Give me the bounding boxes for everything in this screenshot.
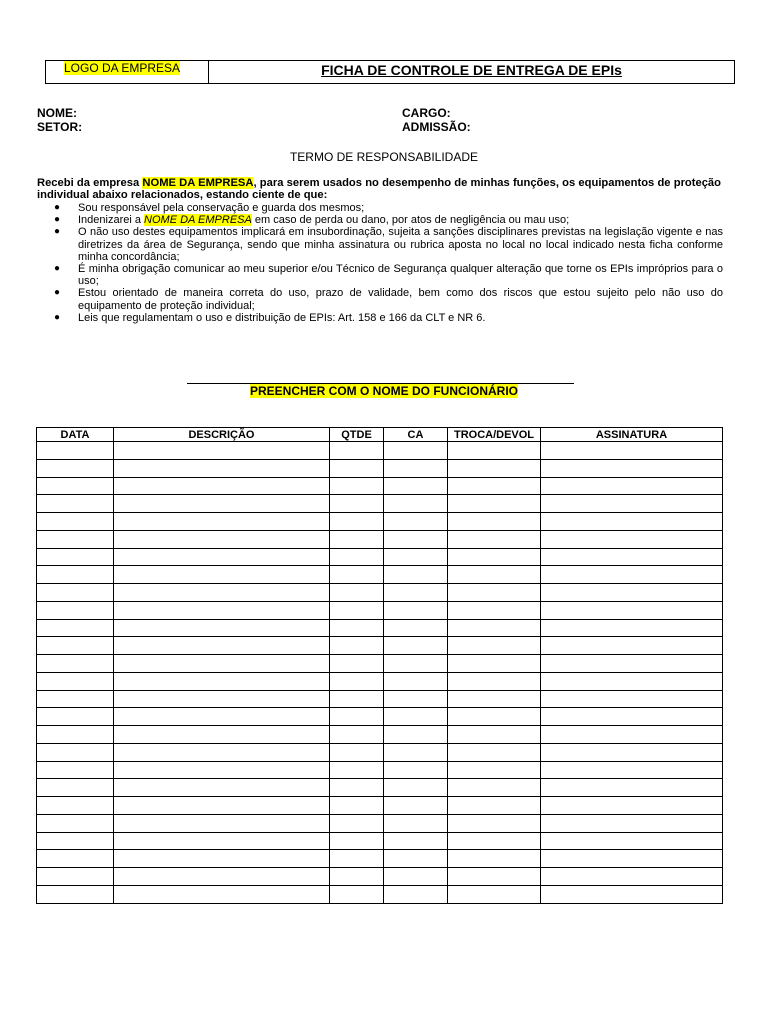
- cell-assinatura[interactable]: [541, 868, 723, 886]
- cell-data[interactable]: [37, 797, 114, 815]
- cell-assinatura[interactable]: [541, 548, 723, 566]
- clause-item: ● Indenizarei a NOME DA EMPRESA em caso de perda ou dano, por atos de negligência ou mau uso;: [54, 214, 570, 227]
- cell-ca[interactable]: [384, 530, 448, 548]
- intro-company-name: NOME DA EMPRESA: [142, 177, 254, 189]
- cell-assinatura[interactable]: [541, 459, 723, 477]
- intro-prefix: Recebi da empresa: [37, 177, 143, 189]
- cell-data[interactable]: [37, 672, 114, 690]
- cell-troca-devol[interactable]: [448, 655, 541, 673]
- cell-data[interactable]: [37, 779, 114, 797]
- col-header-troca-devol: TROCA/DEVOL: [448, 428, 541, 442]
- cell-data[interactable]: [37, 548, 114, 566]
- cell-qtde[interactable]: [330, 708, 384, 726]
- cell-troca-devol[interactable]: [448, 779, 541, 797]
- cell-descricao[interactable]: [114, 726, 330, 744]
- cell-ca[interactable]: [384, 779, 448, 797]
- cell-ca[interactable]: [384, 619, 448, 637]
- cell-descricao[interactable]: [114, 708, 330, 726]
- cell-troca-devol[interactable]: [448, 459, 541, 477]
- table-row: [37, 832, 723, 850]
- cell-data[interactable]: [37, 690, 114, 708]
- table-row: [37, 814, 723, 832]
- table-row: [37, 690, 723, 708]
- cell-qtde[interactable]: [330, 672, 384, 690]
- col-header-data: DATA: [37, 428, 114, 442]
- cell-troca-devol[interactable]: [448, 885, 541, 903]
- table-row: [37, 672, 723, 690]
- cell-ca[interactable]: [384, 850, 448, 868]
- cell-data[interactable]: [37, 477, 114, 495]
- cell-ca[interactable]: [384, 637, 448, 655]
- cell-assinatura[interactable]: [541, 495, 723, 513]
- table-row: [37, 513, 723, 531]
- cell-assinatura[interactable]: [541, 814, 723, 832]
- cell-descricao[interactable]: [114, 743, 330, 761]
- cell-assinatura[interactable]: [541, 655, 723, 673]
- cell-troca-devol[interactable]: [448, 672, 541, 690]
- clause-item: ● Estou orientado de maneira correta do uso, prazo de validade, bem como dos riscos que estou sujeito pelo não uso do equipamento de proteção individual;: [54, 287, 723, 312]
- cell-descricao[interactable]: [114, 672, 330, 690]
- cell-qtde[interactable]: [330, 530, 384, 548]
- table-row: [37, 726, 723, 744]
- cell-troca-devol[interactable]: [448, 797, 541, 815]
- cell-qtde[interactable]: [330, 513, 384, 531]
- intro-suffix: , para serem usados no desempenho de minhas funções, os equipamentos de proteção individual abaixo relacionados, estando ciente de que:: [37, 177, 721, 201]
- table-row: [37, 459, 723, 477]
- cell-ca[interactable]: [384, 477, 448, 495]
- table-row: [37, 868, 723, 886]
- cell-data[interactable]: [37, 885, 114, 903]
- cell-troca-devol[interactable]: [448, 513, 541, 531]
- table-row: [37, 779, 723, 797]
- cell-data[interactable]: [37, 708, 114, 726]
- cell-troca-devol[interactable]: [448, 477, 541, 495]
- table-row: [37, 655, 723, 673]
- cell-troca-devol[interactable]: [448, 761, 541, 779]
- cell-ca[interactable]: [384, 797, 448, 815]
- cell-data[interactable]: [37, 601, 114, 619]
- cell-descricao[interactable]: [114, 459, 330, 477]
- cell-qtde[interactable]: [330, 797, 384, 815]
- table-row: [37, 566, 723, 584]
- cell-qtde[interactable]: [330, 584, 384, 602]
- cell-descricao[interactable]: [114, 779, 330, 797]
- cell-descricao[interactable]: [114, 495, 330, 513]
- bullet-icon: ●: [54, 214, 61, 226]
- cell-data[interactable]: [37, 850, 114, 868]
- cell-qtde[interactable]: [330, 477, 384, 495]
- cell-qtde[interactable]: [330, 743, 384, 761]
- col-header-assinatura: ASSINATURA: [541, 428, 723, 442]
- cell-qtde[interactable]: [330, 868, 384, 886]
- cell-qtde[interactable]: [330, 761, 384, 779]
- cell-data[interactable]: [37, 619, 114, 637]
- cell-troca-devol[interactable]: [448, 530, 541, 548]
- cell-data[interactable]: [37, 566, 114, 584]
- cell-ca[interactable]: [384, 459, 448, 477]
- cell-data[interactable]: [37, 832, 114, 850]
- cell-ca[interactable]: [384, 442, 448, 460]
- cell-qtde[interactable]: [330, 690, 384, 708]
- cell-troca-devol[interactable]: [448, 495, 541, 513]
- cell-data[interactable]: [37, 814, 114, 832]
- cell-ca[interactable]: [384, 743, 448, 761]
- cell-assinatura[interactable]: [541, 672, 723, 690]
- cell-troca-devol[interactable]: [448, 442, 541, 460]
- cell-ca[interactable]: [384, 566, 448, 584]
- cell-troca-devol[interactable]: [448, 548, 541, 566]
- cell-descricao[interactable]: [114, 513, 330, 531]
- table-header-row: [37, 428, 723, 442]
- cell-data[interactable]: [37, 442, 114, 460]
- cell-descricao[interactable]: [114, 850, 330, 868]
- table-row: [37, 601, 723, 619]
- cell-data[interactable]: [37, 868, 114, 886]
- cell-data[interactable]: [37, 637, 114, 655]
- cell-assinatura[interactable]: [541, 442, 723, 460]
- cell-troca-devol[interactable]: [448, 584, 541, 602]
- cell-descricao[interactable]: [114, 601, 330, 619]
- cell-qtde[interactable]: [330, 619, 384, 637]
- clause-company-name: NOME DA EMPRESA: [144, 214, 252, 227]
- cell-assinatura[interactable]: [541, 530, 723, 548]
- table-row: [37, 761, 723, 779]
- table-row: [37, 548, 723, 566]
- table-row: [37, 530, 723, 548]
- cell-ca[interactable]: [384, 513, 448, 531]
- cell-ca[interactable]: [384, 601, 448, 619]
- term-title: TERMO DE RESPONSABILIDADE: [289, 150, 479, 164]
- table-row: [37, 797, 723, 815]
- cell-qtde[interactable]: [330, 459, 384, 477]
- table-row: [37, 584, 723, 602]
- col-header-descricao: DESCRIÇÃO: [114, 428, 330, 442]
- cell-qtde[interactable]: [330, 885, 384, 903]
- cell-assinatura[interactable]: [541, 885, 723, 903]
- cell-ca[interactable]: [384, 655, 448, 673]
- cell-assinatura[interactable]: [541, 726, 723, 744]
- cell-data[interactable]: [37, 726, 114, 744]
- cell-data[interactable]: [37, 761, 114, 779]
- bullet-icon: ●: [54, 311, 61, 323]
- cell-troca-devol[interactable]: [448, 690, 541, 708]
- table-row: [37, 442, 723, 460]
- cell-troca-devol[interactable]: [448, 637, 541, 655]
- cell-troca-devol[interactable]: [448, 850, 541, 868]
- cell-ca[interactable]: [384, 672, 448, 690]
- clause-item: ● É minha obrigação comunicar ao meu superior e/ou Técnico de Segurança qualquer alteração que torne os EPIs impróprios para o uso;: [54, 263, 723, 288]
- cell-data[interactable]: [37, 584, 114, 602]
- cell-troca-devol[interactable]: [448, 743, 541, 761]
- employee-name-label: PREENCHER COM O NOME DO FUNCIONÁRIO: [249, 384, 518, 398]
- table-row: [37, 477, 723, 495]
- header-box: [45, 60, 735, 84]
- cell-qtde[interactable]: [330, 601, 384, 619]
- cell-troca-devol[interactable]: [448, 601, 541, 619]
- cell-qtde[interactable]: [330, 442, 384, 460]
- cell-assinatura[interactable]: [541, 584, 723, 602]
- cell-assinatura[interactable]: [541, 761, 723, 779]
- cell-assinatura[interactable]: [541, 637, 723, 655]
- cell-data[interactable]: [37, 743, 114, 761]
- nome-label: NOME:: [37, 106, 77, 120]
- cell-qtde[interactable]: [330, 495, 384, 513]
- cell-descricao[interactable]: [114, 548, 330, 566]
- table-row: [37, 495, 723, 513]
- cell-ca[interactable]: [384, 832, 448, 850]
- cell-ca[interactable]: [384, 495, 448, 513]
- cell-troca-devol[interactable]: [448, 868, 541, 886]
- cell-troca-devol[interactable]: [448, 566, 541, 584]
- cell-descricao[interactable]: [114, 655, 330, 673]
- cell-descricao[interactable]: [114, 637, 330, 655]
- table-row: [37, 637, 723, 655]
- cell-qtde[interactable]: [330, 850, 384, 868]
- cell-descricao[interactable]: [114, 477, 330, 495]
- cell-troca-devol[interactable]: [448, 708, 541, 726]
- cell-assinatura[interactable]: [541, 797, 723, 815]
- logo-placeholder: [46, 61, 209, 83]
- cell-ca[interactable]: [384, 885, 448, 903]
- cell-ca[interactable]: [384, 868, 448, 886]
- cell-assinatura[interactable]: [541, 477, 723, 495]
- table-body: [37, 442, 723, 904]
- cell-descricao[interactable]: [114, 814, 330, 832]
- cell-descricao[interactable]: [114, 584, 330, 602]
- cell-assinatura[interactable]: [541, 832, 723, 850]
- cell-assinatura[interactable]: [541, 601, 723, 619]
- cell-descricao[interactable]: [114, 566, 330, 584]
- col-header-qtde: QTDE: [330, 428, 384, 442]
- table-row: [37, 885, 723, 903]
- cell-assinatura[interactable]: [541, 743, 723, 761]
- bullet-icon: ●: [54, 202, 61, 213]
- epi-delivery-table: [36, 427, 723, 904]
- clause-list: [37, 202, 723, 324]
- cell-ca[interactable]: [384, 814, 448, 832]
- cell-qtde[interactable]: [330, 779, 384, 797]
- cell-qtde[interactable]: [330, 814, 384, 832]
- cell-troca-devol[interactable]: [448, 832, 541, 850]
- cell-ca[interactable]: [384, 584, 448, 602]
- cell-assinatura[interactable]: [541, 619, 723, 637]
- bullet-icon: ●: [54, 226, 61, 238]
- cell-troca-devol[interactable]: [448, 619, 541, 637]
- cell-assinatura[interactable]: [541, 850, 723, 868]
- cell-data[interactable]: [37, 530, 114, 548]
- cell-data[interactable]: [37, 459, 114, 477]
- cell-data[interactable]: [37, 513, 114, 531]
- table-row: [37, 850, 723, 868]
- col-header-ca: CA: [384, 428, 448, 442]
- cell-descricao[interactable]: [114, 690, 330, 708]
- table-row: [37, 743, 723, 761]
- setor-label: SETOR:: [37, 120, 83, 134]
- clause-item: ● Sou responsável pela conservação e guarda dos mesmos;: [54, 202, 365, 214]
- cell-assinatura[interactable]: [541, 779, 723, 797]
- cargo-label: CARGO:: [402, 106, 451, 120]
- cell-descricao[interactable]: [114, 832, 330, 850]
- clause-item: ● Leis que regulamentam o uso e distribuição de EPIs: Art. 158 e 166 da CLT e NR 6.: [54, 311, 486, 324]
- cell-data[interactable]: [37, 655, 114, 673]
- cell-descricao[interactable]: [114, 797, 330, 815]
- logo-placeholder-text: LOGO DA EMPRESA: [64, 61, 181, 75]
- cell-troca-devol[interactable]: [448, 814, 541, 832]
- cell-data[interactable]: [37, 495, 114, 513]
- clause-item: ● O não uso destes equipamentos implicará em insubordinação, sujeita a sanções disciplinares previstas na legislação vigente e nas diretrizes da área de Segurança, sendo que minha assinatura ou rubrica aposta no local no local indicado nesta ficha conforme minha concordância;: [54, 226, 723, 263]
- cell-qtde[interactable]: [330, 655, 384, 673]
- cell-assinatura[interactable]: [541, 690, 723, 708]
- cell-ca[interactable]: [384, 690, 448, 708]
- document-title: FICHA DE CONTROLE DE ENTREGA DE EPIs: [321, 62, 622, 78]
- cell-descricao[interactable]: [114, 868, 330, 886]
- cell-descricao[interactable]: [114, 530, 330, 548]
- cell-descricao[interactable]: [114, 885, 330, 903]
- cell-qtde[interactable]: [330, 548, 384, 566]
- cell-assinatura[interactable]: [541, 708, 723, 726]
- cell-descricao[interactable]: [114, 619, 330, 637]
- bullet-icon: ●: [54, 263, 61, 275]
- cell-descricao[interactable]: [114, 442, 330, 460]
- cell-assinatura[interactable]: [541, 566, 723, 584]
- cell-ca[interactable]: [384, 708, 448, 726]
- cell-ca[interactable]: [384, 548, 448, 566]
- cell-qtde[interactable]: [330, 726, 384, 744]
- table-row: [37, 708, 723, 726]
- bullet-icon: ●: [54, 287, 61, 299]
- term-intro: [37, 177, 721, 201]
- admissao-label: ADMISSÃO:: [402, 120, 471, 134]
- cell-descricao[interactable]: [114, 761, 330, 779]
- cell-troca-devol[interactable]: [448, 726, 541, 744]
- cell-assinatura[interactable]: [541, 513, 723, 531]
- cell-qtde[interactable]: [330, 832, 384, 850]
- table-row: [37, 619, 723, 637]
- cell-ca[interactable]: [384, 761, 448, 779]
- cell-qtde[interactable]: [330, 566, 384, 584]
- cell-qtde[interactable]: [330, 637, 384, 655]
- cell-ca[interactable]: [384, 726, 448, 744]
